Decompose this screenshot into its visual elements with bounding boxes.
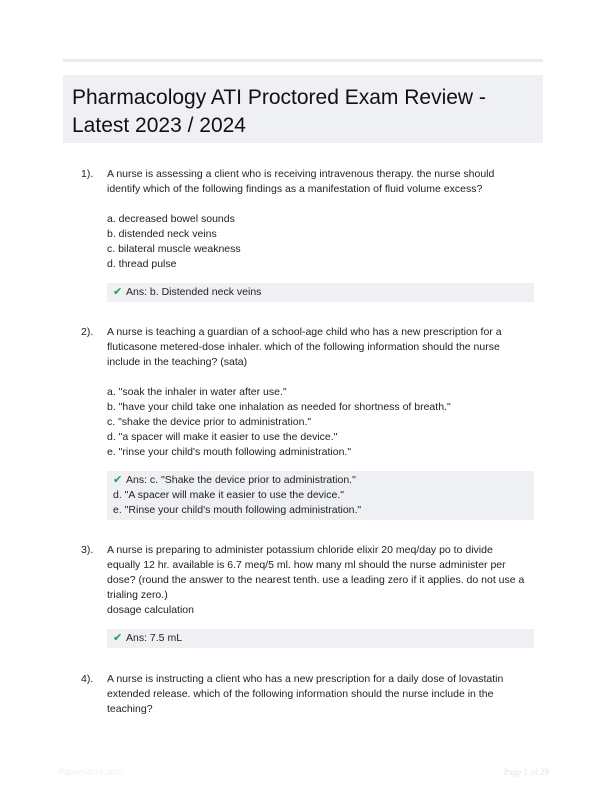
question-stem-line: include in the teaching? (sata) xyxy=(107,356,248,368)
answer-panel xyxy=(107,471,534,520)
question-number: 1). xyxy=(81,168,94,180)
answer-text: e. "Rinse your child's mouth following administration." xyxy=(113,504,362,516)
option-c: c. "shake the device prior to administration." xyxy=(107,416,312,428)
question-stem-line: A nurse is assessing a client who is receiving intravenous therapy. the nurse should xyxy=(107,168,495,180)
answer-text: Ans: 7.5 mL xyxy=(126,632,183,644)
options-list xyxy=(107,385,537,460)
question-number: 4). xyxy=(81,673,94,685)
question-stem-line: fluticasone metered-dose inhaler. which of the following information should the nurse xyxy=(107,341,500,353)
question-body xyxy=(107,672,537,717)
check-icon: ✔ xyxy=(113,632,123,644)
question-number: 2). xyxy=(81,326,94,338)
option-b: b. distended neck veins xyxy=(107,228,217,240)
title-panel xyxy=(63,75,543,143)
question-stem-line: trialing zero.) xyxy=(107,589,168,601)
question-body xyxy=(107,543,537,618)
answer-panel xyxy=(107,629,534,648)
top-divider xyxy=(63,59,543,62)
check-icon: ✔ xyxy=(113,474,123,486)
title-line-1: Pharmacology ATI Proctored Exam Review - xyxy=(72,86,486,109)
answer-text: d. "A spacer will make it easier to use the device." xyxy=(113,489,344,501)
option-d: d. "a spacer will make it easier to use the device." xyxy=(107,431,338,443)
question-stem-line: A nurse is teaching a guardian of a school-age child who has a new prescription for a xyxy=(107,326,502,338)
check-icon: ✔ xyxy=(113,286,123,298)
title-line-2: Latest 2023 / 2024 xyxy=(72,114,246,137)
question-stem-line: A nurse is instructing a client who has a new prescription for a daily dose of lovastatin xyxy=(107,673,504,685)
question-stem-line: dose? (round the answer to the nearest tenth. use a leading zero if it applies. do not use a xyxy=(107,574,525,586)
question-stem-line: A nurse is preparing to administer potassium chloride elixir 20 meq/day po to divide xyxy=(107,544,493,556)
question-body xyxy=(107,167,537,272)
answer-panel xyxy=(107,283,534,302)
answer-text: Ans: b. Distended neck veins xyxy=(126,286,262,298)
question-stem-line: equally 12 hr. available is 6.7 meq/5 ml. how many ml should the nurse administer per xyxy=(107,559,506,571)
option-d: d. thread pulse xyxy=(107,258,177,270)
option-e: e. "rinse your child's mouth following administration." xyxy=(107,446,352,458)
option-c: c. bilateral muscle weakness xyxy=(107,243,241,255)
question-stem-line: dosage calculation xyxy=(107,604,194,616)
question-body xyxy=(107,325,537,460)
option-b: b. "have your child take one inhalation as needed for shortness of breath." xyxy=(107,401,451,413)
question-stem-line: teaching? xyxy=(107,703,153,715)
question-stem-line: identify which of the following findings as a manifestation of fluid volume excess? xyxy=(107,183,483,195)
page-indicator: Page 1 of 29 xyxy=(503,767,549,777)
options-list xyxy=(107,212,537,272)
option-a: a. "soak the inhaler in water after use." xyxy=(107,386,287,398)
page-title xyxy=(72,84,534,140)
answer-text: Ans: c. "Shake the device prior to administration." xyxy=(126,474,356,486)
question-number: 3). xyxy=(81,544,94,556)
option-a: a. decreased bowel sounds xyxy=(107,213,235,225)
footer-watermark: PaperStore.com xyxy=(58,767,124,777)
question-stem-line: extended release. which of the following information should the nurse include in the xyxy=(107,688,494,700)
